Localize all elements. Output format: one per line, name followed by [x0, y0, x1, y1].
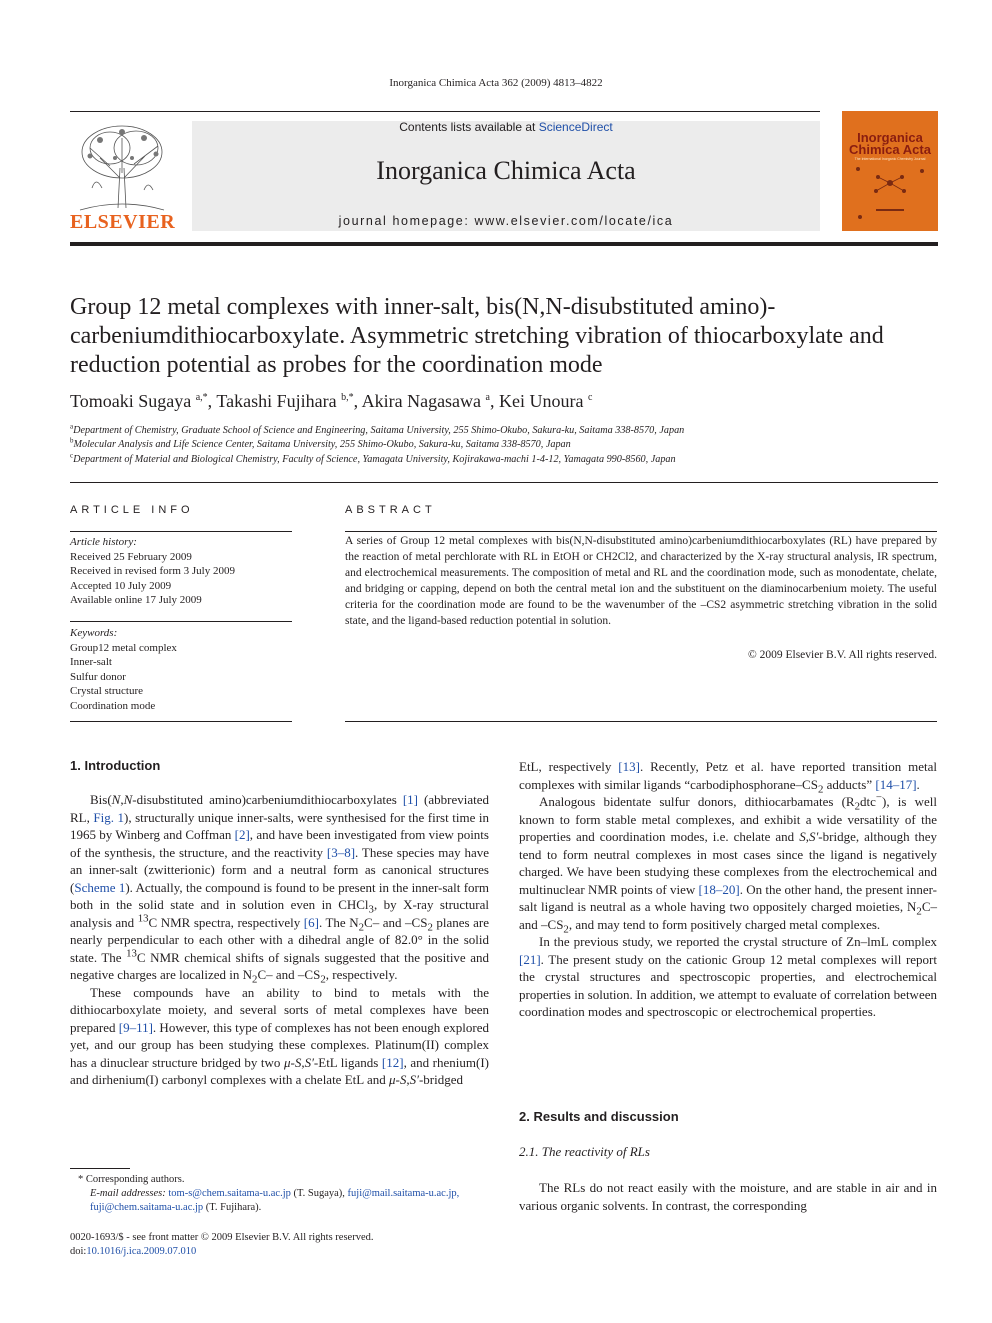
article-title: Group 12 metal complexes with inner-salt, bis(N,N-disubstituted amino)-carbeniumdithiocarboxylate. Asymmetric stretching vibration of thiocarboxylate and reduction potential as probes for the coordination mode: [70, 294, 884, 378]
article-info-heading: ARTICLE INFO: [70, 504, 194, 516]
contents-prefix: Contents lists available at: [399, 120, 536, 134]
sciencedirect-link[interactable]: ScienceDirect: [538, 120, 613, 134]
author-affiliation-mark[interactable]: c: [587, 392, 593, 403]
author-name: Kei Unoura: [499, 391, 584, 411]
elsevier-wordmark: ELSEVIER: [70, 211, 176, 233]
email-link[interactable]: fuji@mail.saitama-u.ac.jp,: [347, 1188, 460, 1199]
affiliation-mark: c: [70, 451, 74, 460]
article-history: [70, 535, 292, 608]
doi-line: [70, 1245, 490, 1259]
affiliation-text: Department of Chemistry, Graduate School of Science and Engineering, Saitama University, 255 Shimo-Okubo, Sakura-ku, Saitama 338-8570, Japan: [73, 425, 685, 436]
scheme-link[interactable]: Scheme 1: [74, 879, 126, 895]
footnote-block: * Corresponding authors. E-mail addresses: tom-s@chem.saitama-u.ac.jp (T. Sugaya), fuji@mail.saitama-u.ac.jp, fuji@chem.saitama-u.ac.jp (T. Fujihara).: [78, 1174, 460, 1213]
ref-link[interactable]: [21]: [519, 951, 541, 967]
keywords-label: Keywords:: [70, 627, 118, 639]
abstract-rule: [345, 721, 937, 722]
history-item: Available online 17 July 2009: [70, 594, 202, 606]
results-paragraph: The RLs do not react easily with the moisture, and are stable in air and in various organic solvents. In contrast, the corresponding: [519, 1180, 937, 1213]
header-rule-thick: [70, 242, 938, 246]
introduction-body: Bis(N,N-disubstituted amino)carbeniumdithiocarboxylates [1] (abbreviated RL, Fig. 1), structurally unique inner-salts, were synthesised for the first time in 1965 by Winberg and Coffman [2], and have been investigated from view points of the synthesis, the structure, and the reactivity [3–8]. These species may have an inner-salt (zwitterionic) form and a neutral form as canonical structures (Scheme 1). Actually, the compound is found to be present in the inner-salt form both in the solid state and in solution even in CHCl$_3$, by X-ray structural analysis and $^{13}$C NMR spectra, respectively [6]. The $N_2C-$ and $-CS_2$ planes are nearly perpendicular to each other with a dihedral angle of 82.0° in the solid state. The $^{13}$C NMR chemical shifts of signals suggested that the positive and negative charges are localized in $N_2C-$ and $-CS_2$, respectively. These compounds have an ability to bind to metals with the dithiocarboxylate moiety, and several sorts of metal complexes have been prepared [9–11]. However, this type of complexes has not been enough explored yet, and our group has been studying these complexes. Platinum(II) complex has a dinuclear structure bridged by two μ-S,S′-EtL ligands [12], and rhenium(I) and dirhenium(I) carbonyl complexes with a chelate EtL and μ-S,S′-bridged: [70, 792, 489, 1087]
doi-label: doi:: [70, 1246, 87, 1257]
cover-title-line1: Inorganica: [857, 130, 923, 145]
ref-link[interactable]: [13]: [618, 759, 640, 774]
email-owner: (T. Sugaya),: [293, 1188, 345, 1199]
right-column-body: EtL, respectively [13]. Recently, Petz et al. have reported transition metal complexes with similar ligands “$carbodiphosphorane-CS_2$ adducts” [14–17]. Analogous bidentate sulfur donors, dithiocarbamates $(R_2dtc^-)$, is well known to form stable metal complexes, and exhibit a wide versatility of the properties and coordination modes, i.e. chelate and S,S′-bridge, although they tend to form neutral complexes in most cases since the ligand is negatively charged. We have been studying these complexes from the electrochemical and multinuclear NMR points of view [18–20]. On the other hand, the present inner-salt ligand is neutral as a whole having two oppositely charged moieties, $N_2C-$ and $-CS_2$, and may tend to form positively charged metal complexes. In the previous study, we reported the crystal structure of Zn–lmL complex [21]. The present study on the cationic Group 12 metal complexes will report the crystal structures and spectroscopic properties, and electrochemical properties in solution. In addition, we attempt to evaluate of correlation between coordination modes and spectroscopic or electrochemical properties.: [519, 759, 938, 1019]
ref-link[interactable]: [14–17]: [875, 776, 917, 792]
author-name: Tomoaki Sugaya: [70, 391, 192, 411]
author-affiliation-mark[interactable]: a,*: [195, 392, 208, 403]
cover-title: [842, 132, 938, 156]
journal-title: Inorganica Chimica Acta: [376, 156, 636, 185]
results-heading: 2. Results and discussion: [519, 1109, 679, 1124]
email-owner: (T. Fujihara).: [205, 1202, 262, 1213]
article-info-rule: [70, 721, 292, 722]
keyword: Sulfur donor: [70, 670, 126, 683]
abstract-text: A series of Group 12 metal complexes with bis(N,N-disubstituted amino)carbeniumdithiocarboxylates (RL) have prepared by the reaction of metal perchlorate with RL in EtOH or CH2Cl2, and characterized by the X-ray structural analysis, IR spectrum, and electrochemical measurements. The composition of metal and RL and the coordination mode, such as monodentate, chelate, and bridging or capping, depend on both the central metal ion and the substituent on the diaminocarbenium moiety. The useful criteria for the coordination mode are found to be the wavenumber of the –CS2 asymmetric stretching vibration in the solid state, and the ligand-based reduction potential in solution.: [345, 535, 937, 627]
cover-subtitle: The International Inorganic Chemistry Journal: [854, 157, 926, 161]
history-item: Received 25 February 2009: [70, 550, 192, 563]
keyword: Group12 metal complex: [70, 641, 177, 654]
ref-link[interactable]: [6]: [303, 914, 319, 930]
header-rule: [70, 111, 820, 112]
cover-title-line2: Chimica Acta: [849, 142, 931, 157]
email-link[interactable]: fuji@chem.saitama-u.ac.jp: [90, 1202, 204, 1213]
affiliation: [70, 422, 685, 436]
ref-link[interactable]: [12]: [381, 1054, 404, 1070]
affiliation-mark: a: [70, 422, 74, 431]
history-label: Article history:: [70, 536, 137, 548]
affiliation: [70, 451, 676, 465]
doi-link[interactable]: 10.1016/j.ica.2009.07.010: [86, 1246, 197, 1257]
introduction-heading: 1. Introduction: [70, 758, 161, 773]
section-divider: [70, 482, 938, 483]
history-item: Received in revised form 3 July 2009: [70, 565, 235, 577]
article-info-rule: [70, 531, 292, 532]
keyword: Inner-salt: [70, 656, 112, 668]
keywords: [70, 626, 292, 713]
author-list: Tomoaki Sugaya $^{a,*}$, Takashi Fujihara $^{b,*}$, Akira Nagasawa $^a$, Kei Unoura $^c$: [70, 391, 593, 411]
author-affiliation-mark[interactable]: b,*: [341, 392, 354, 403]
issn-line: 0020-1693/$ - see front matter © 2009 Elsevier B.V. All rights reserved.: [70, 1232, 374, 1243]
ref-link[interactable]: [18–20]: [698, 881, 740, 897]
ref-link[interactable]: [3–8]: [326, 844, 356, 860]
abstract-copyright: © 2009 Elsevier B.V. All rights reserved.: [748, 649, 937, 661]
article-info-rule: [70, 621, 292, 622]
cover-illustration: [852, 165, 928, 225]
ref-link[interactable]: [1]: [402, 792, 418, 807]
keyword: Crystal structure: [70, 685, 144, 697]
history-item: Accepted 10 July 2009: [70, 579, 172, 592]
figure-link[interactable]: Fig. 1: [93, 809, 125, 825]
affiliation-text: Molecular Analysis and Life Science Center, Saitama University, 255 Shimo-Okubo, Sakura-ku, Saitama 338-8570, Japan: [73, 439, 571, 450]
keyword: Coordination mode: [70, 699, 156, 712]
affiliation-mark: b: [70, 436, 74, 445]
author-affiliation-mark[interactable]: a: [485, 392, 490, 403]
subsection-heading: 2.1. The reactivity of RLs: [519, 1144, 650, 1159]
abstract-rule: [345, 531, 937, 532]
footnote-rule: [70, 1168, 130, 1169]
affiliation: [70, 436, 571, 450]
journal-homepage[interactable]: journal homepage: www.elsevier.com/locate/ica: [338, 214, 674, 228]
email-link[interactable]: tom-s@chem.saitama-u.ac.jp: [168, 1188, 291, 1199]
contents-line: [192, 120, 820, 134]
affiliation-text: Department of Material and Biological Chemistry, Faculty of Science, Yamagata University, Kojirakawa-machi 1-4-12, Yamagata 990-8560, Japan: [73, 454, 676, 465]
ref-link[interactable]: [2]: [234, 827, 250, 842]
author-name: Takashi Fujihara: [216, 391, 337, 411]
journal-citation: Inorganica Chimica Acta 362 (2009) 4813–4822: [389, 77, 603, 89]
email-label: E-mail addresses:: [90, 1188, 166, 1199]
results-body: [519, 1179, 937, 1214]
author-name: Akira Nagasawa: [361, 391, 482, 411]
footnote-corresponding: Corresponding authors.: [85, 1174, 185, 1185]
abstract-heading: ABSTRACT: [345, 504, 436, 516]
ref-link[interactable]: [9–11]: [118, 1019, 153, 1035]
